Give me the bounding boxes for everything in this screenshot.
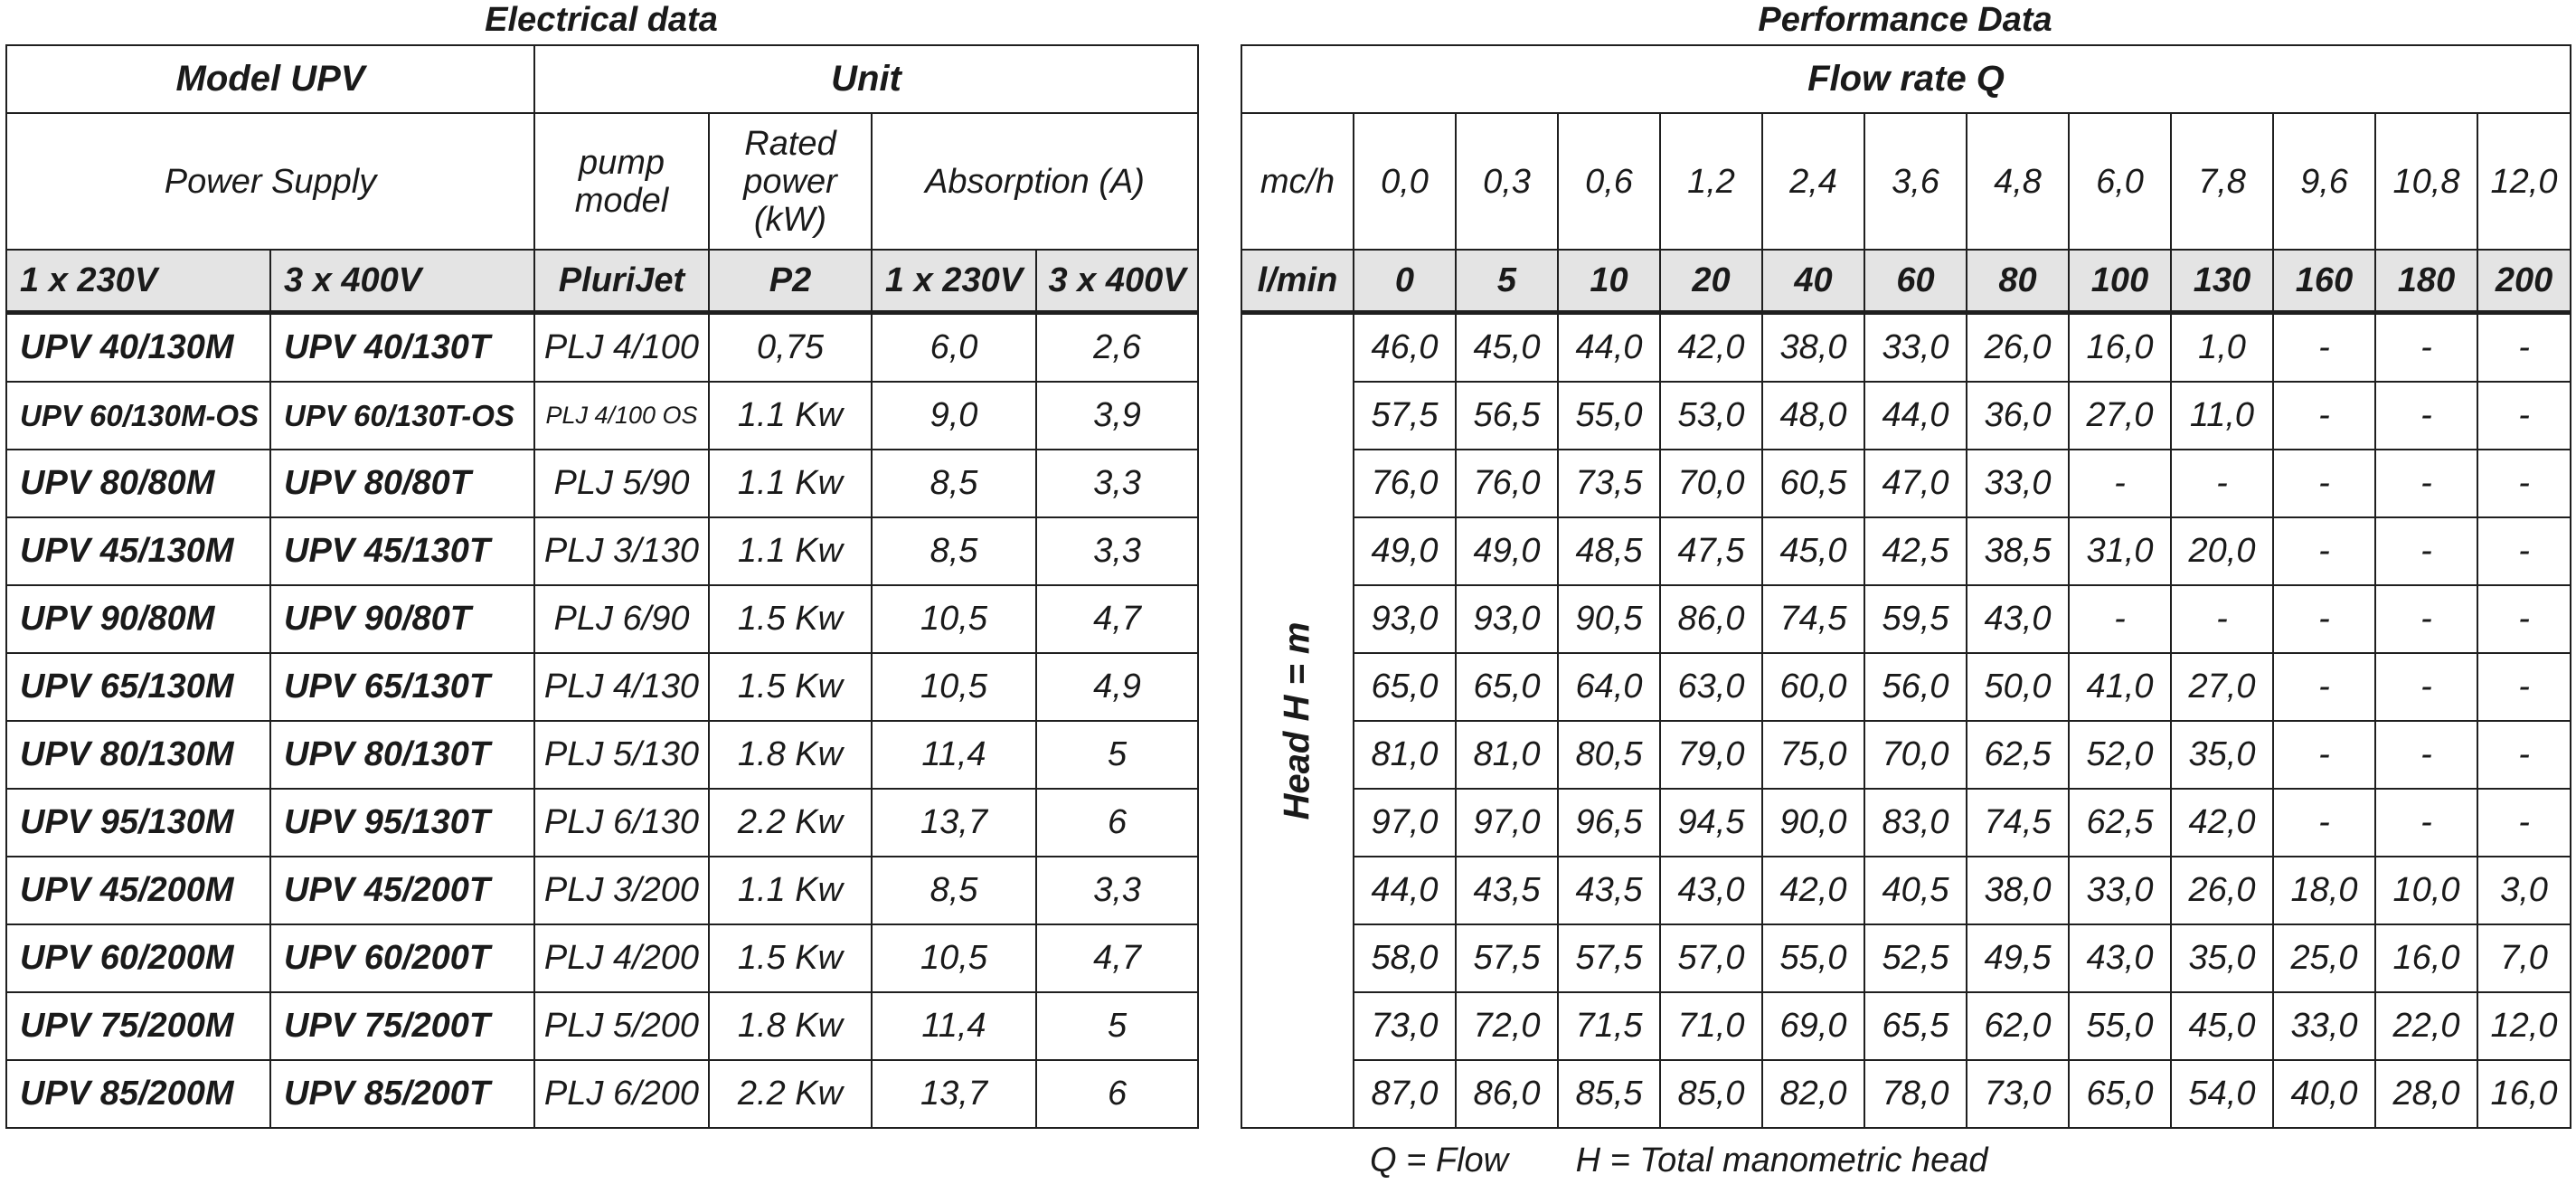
head-value: 69,0 bbox=[1762, 992, 1864, 1060]
head-value: 55,0 bbox=[1558, 382, 1660, 450]
table-row bbox=[6, 517, 1198, 585]
model-single-phase: UPV 45/130M bbox=[6, 517, 270, 585]
head-value: 93,0 bbox=[1456, 585, 1558, 653]
head-value: 53,0 bbox=[1660, 382, 1762, 450]
head-value: - bbox=[2477, 789, 2571, 857]
flow-mch-value: 3,6 bbox=[1864, 113, 1967, 250]
head-value: 55,0 bbox=[1762, 924, 1864, 992]
head-value: - bbox=[2375, 382, 2477, 450]
head-value: 16,0 bbox=[2477, 1060, 2571, 1128]
electrical-data-table bbox=[5, 44, 1199, 1129]
head-axis-label: Head H = m bbox=[1277, 621, 1317, 820]
head-value: - bbox=[2477, 313, 2571, 383]
head-value: 48,0 bbox=[1762, 382, 1864, 450]
model-single-phase: UPV 45/200M bbox=[6, 857, 270, 924]
head-value: 18,0 bbox=[2273, 857, 2375, 924]
head-value: 42,0 bbox=[1660, 313, 1762, 383]
absorption-3x400: 6 bbox=[1036, 789, 1198, 857]
head-value: - bbox=[2375, 789, 2477, 857]
head-value: 65,0 bbox=[1456, 653, 1558, 721]
table-row bbox=[6, 585, 1198, 653]
head-value: 48,5 bbox=[1558, 517, 1660, 585]
head-value: 35,0 bbox=[2171, 721, 2273, 789]
unit-header: Unit bbox=[534, 45, 1198, 113]
head-value: 76,0 bbox=[1456, 450, 1558, 517]
head-value: 42,0 bbox=[1762, 857, 1864, 924]
rated-power: 1.8 Kw bbox=[709, 721, 872, 789]
head-value: 73,0 bbox=[1967, 1060, 2069, 1128]
head-value: 16,0 bbox=[2069, 313, 2171, 383]
rated-power: 2.2 Kw bbox=[709, 789, 872, 857]
absorption-1x230: 8,5 bbox=[872, 517, 1036, 585]
head-value: 71,5 bbox=[1558, 992, 1660, 1060]
head-value: 11,0 bbox=[2171, 382, 2273, 450]
model-single-phase: UPV 80/130M bbox=[6, 721, 270, 789]
head-value: 41,0 bbox=[2069, 653, 2171, 721]
table-row bbox=[6, 924, 1198, 992]
head-value: - bbox=[2477, 585, 2571, 653]
head-value: 70,0 bbox=[1660, 450, 1762, 517]
model-three-phase: UPV 80/130T bbox=[270, 721, 534, 789]
pump-model: PLJ 5/200 bbox=[534, 992, 709, 1060]
head-value: 40,5 bbox=[1864, 857, 1967, 924]
head-value: 44,0 bbox=[1864, 382, 1967, 450]
flow-mch-value: 1,2 bbox=[1660, 113, 1762, 250]
head-value: 96,5 bbox=[1558, 789, 1660, 857]
head-value: 27,0 bbox=[2069, 382, 2171, 450]
head-value: - bbox=[2477, 517, 2571, 585]
absorption-1x230: 10,5 bbox=[872, 653, 1036, 721]
model-header: Model UPV bbox=[6, 45, 534, 113]
head-value: 63,0 bbox=[1660, 653, 1762, 721]
mch-unit-label: mc/h bbox=[1241, 113, 1354, 250]
table-row bbox=[6, 721, 1198, 789]
head-value: 94,5 bbox=[1660, 789, 1762, 857]
head-value: 90,0 bbox=[1762, 789, 1864, 857]
pump-model: PLJ 6/200 bbox=[534, 1060, 709, 1128]
absorption-1x230: 9,0 bbox=[872, 382, 1036, 450]
head-value: 85,0 bbox=[1660, 1060, 1762, 1128]
head-value: 93,0 bbox=[1354, 585, 1456, 653]
head-value: 49,5 bbox=[1967, 924, 2069, 992]
head-value: 38,5 bbox=[1967, 517, 2069, 585]
absorption-1x230: 8,5 bbox=[872, 450, 1036, 517]
head-value: 73,5 bbox=[1558, 450, 1660, 517]
head-value: 78,0 bbox=[1864, 1060, 1967, 1128]
power-supply-header: Power Supply bbox=[6, 113, 534, 250]
head-value: 45,0 bbox=[1456, 313, 1558, 383]
head-value: 49,0 bbox=[1456, 517, 1558, 585]
flow-lmin-row bbox=[1241, 250, 2571, 313]
head-value: 86,0 bbox=[1456, 1060, 1558, 1128]
head-value: 62,0 bbox=[1967, 992, 2069, 1060]
head-value: 3,0 bbox=[2477, 857, 2571, 924]
flow-lmin-value: 20 bbox=[1660, 250, 1762, 313]
flow-mch-row bbox=[1241, 113, 2571, 250]
table-row bbox=[1241, 313, 2571, 383]
head-value: 43,5 bbox=[1558, 857, 1660, 924]
head-value: 56,5 bbox=[1456, 382, 1558, 450]
model-single-phase: UPV 85/200M bbox=[6, 1060, 270, 1128]
head-value: 52,0 bbox=[2069, 721, 2171, 789]
table-row bbox=[1241, 585, 2571, 653]
model-single-phase: UPV 75/200M bbox=[6, 992, 270, 1060]
head-value: 43,0 bbox=[1967, 585, 2069, 653]
flow-lmin-value: 40 bbox=[1762, 250, 1864, 313]
model-single-phase: UPV 80/80M bbox=[6, 450, 270, 517]
head-value: 97,0 bbox=[1456, 789, 1558, 857]
head-value: - bbox=[2375, 313, 2477, 383]
flow-mch-value: 0,0 bbox=[1354, 113, 1456, 250]
head-value: 79,0 bbox=[1660, 721, 1762, 789]
table-row bbox=[6, 789, 1198, 857]
model-three-phase: UPV 45/200T bbox=[270, 857, 534, 924]
head-value: 71,0 bbox=[1660, 992, 1762, 1060]
rated-power: 2.2 Kw bbox=[709, 1060, 872, 1128]
absorption-3x400: 3,3 bbox=[1036, 857, 1198, 924]
model-three-phase: UPV 80/80T bbox=[270, 450, 534, 517]
head-value: 85,5 bbox=[1558, 1060, 1660, 1128]
absorption-3x400: 3,9 bbox=[1036, 382, 1198, 450]
head-value: 82,0 bbox=[1762, 1060, 1864, 1128]
pump-model: PLJ 5/130 bbox=[534, 721, 709, 789]
flow-lmin-value: 80 bbox=[1967, 250, 2069, 313]
table-row bbox=[1241, 789, 2571, 857]
head-value: 38,0 bbox=[1762, 313, 1864, 383]
head-value: 80,5 bbox=[1558, 721, 1660, 789]
head-value: 55,0 bbox=[2069, 992, 2171, 1060]
absorption-1x230: 13,7 bbox=[872, 789, 1036, 857]
flow-lmin-value: 10 bbox=[1558, 250, 1660, 313]
table-row bbox=[6, 653, 1198, 721]
head-value: - bbox=[2375, 585, 2477, 653]
model-three-phase: UPV 45/130T bbox=[270, 517, 534, 585]
absorption-3x400: 3,3 bbox=[1036, 450, 1198, 517]
head-value: 75,0 bbox=[1762, 721, 1864, 789]
absorption-3x400: 4,9 bbox=[1036, 653, 1198, 721]
absorption-1x230: 11,4 bbox=[872, 721, 1036, 789]
absorption-3x400-header: 3 x 400V bbox=[1036, 250, 1198, 313]
head-value: 47,5 bbox=[1660, 517, 1762, 585]
head-value: 60,0 bbox=[1762, 653, 1864, 721]
flow-lmin-value: 200 bbox=[2477, 250, 2571, 313]
performance-data-title: Performance Data bbox=[1758, 1, 2052, 39]
single-phase-header: 1 x 230V bbox=[6, 250, 270, 313]
head-value: 83,0 bbox=[1864, 789, 1967, 857]
pump-model-header: pump model bbox=[534, 113, 709, 250]
head-value: 26,0 bbox=[2171, 857, 2273, 924]
flow-mch-value: 9,6 bbox=[2273, 113, 2375, 250]
pump-model: PLJ 3/200 bbox=[534, 857, 709, 924]
head-value: 58,0 bbox=[1354, 924, 1456, 992]
head-value: 40,0 bbox=[2273, 1060, 2375, 1128]
absorption-1x230: 10,5 bbox=[872, 585, 1036, 653]
table-row bbox=[6, 857, 1198, 924]
absorption-1x230: 8,5 bbox=[872, 857, 1036, 924]
absorption-3x400: 5 bbox=[1036, 992, 1198, 1060]
flow-mch-value: 0,6 bbox=[1558, 113, 1660, 250]
table-row bbox=[6, 450, 1198, 517]
model-three-phase: UPV 60/200T bbox=[270, 924, 534, 992]
table-row bbox=[6, 313, 1198, 383]
flow-lmin-value: 5 bbox=[1456, 250, 1558, 313]
three-phase-header: 3 x 400V bbox=[270, 250, 534, 313]
head-value: 57,5 bbox=[1456, 924, 1558, 992]
head-value: 57,5 bbox=[1354, 382, 1456, 450]
head-legend: H = Total manometric head bbox=[1575, 1141, 1988, 1179]
table-row bbox=[6, 992, 1198, 1060]
head-value: 33,0 bbox=[2273, 992, 2375, 1060]
head-value: 65,0 bbox=[2069, 1060, 2171, 1128]
head-value: 10,0 bbox=[2375, 857, 2477, 924]
table-row bbox=[1241, 1060, 2571, 1128]
table-row bbox=[1241, 857, 2571, 924]
model-three-phase: UPV 90/80T bbox=[270, 585, 534, 653]
header-row-model bbox=[6, 45, 1198, 113]
rated-power: 1.1 Kw bbox=[709, 857, 872, 924]
flow-mch-value: 6,0 bbox=[2069, 113, 2171, 250]
head-value: - bbox=[2273, 585, 2375, 653]
model-single-phase: UPV 95/130M bbox=[6, 789, 270, 857]
rated-power: 1.5 Kw bbox=[709, 585, 872, 653]
head-value: 74,5 bbox=[1967, 789, 2069, 857]
head-value: - bbox=[2273, 721, 2375, 789]
absorption-3x400: 6 bbox=[1036, 1060, 1198, 1128]
model-single-phase: UPV 60/200M bbox=[6, 924, 270, 992]
head-value: 86,0 bbox=[1660, 585, 1762, 653]
head-value: 47,0 bbox=[1864, 450, 1967, 517]
flow-mch-value: 4,8 bbox=[1967, 113, 2069, 250]
head-value: - bbox=[2375, 721, 2477, 789]
head-axis-cell bbox=[1241, 313, 1354, 1129]
head-value: 97,0 bbox=[1354, 789, 1456, 857]
absorption-1x230: 10,5 bbox=[872, 924, 1036, 992]
head-value: 35,0 bbox=[2171, 924, 2273, 992]
head-value: 31,0 bbox=[2069, 517, 2171, 585]
head-value: 60,5 bbox=[1762, 450, 1864, 517]
head-value: - bbox=[2273, 450, 2375, 517]
flow-lmin-value: 60 bbox=[1864, 250, 1967, 313]
head-value: 64,0 bbox=[1558, 653, 1660, 721]
head-value: - bbox=[2477, 653, 2571, 721]
absorption-3x400: 2,6 bbox=[1036, 313, 1198, 383]
pump-model: PLJ 4/130 bbox=[534, 653, 709, 721]
table-row bbox=[1241, 450, 2571, 517]
head-value: - bbox=[2375, 517, 2477, 585]
absorption-header: Absorption (A) bbox=[872, 113, 1198, 250]
table-row bbox=[1241, 382, 2571, 450]
table-row bbox=[1241, 721, 2571, 789]
head-value: 43,0 bbox=[1660, 857, 1762, 924]
head-value: 56,0 bbox=[1864, 653, 1967, 721]
head-value: 42,5 bbox=[1864, 517, 1967, 585]
head-value: - bbox=[2273, 653, 2375, 721]
head-value: 57,0 bbox=[1660, 924, 1762, 992]
table-row bbox=[6, 382, 1198, 450]
head-value: 90,5 bbox=[1558, 585, 1660, 653]
rated-power: 1.1 Kw bbox=[709, 517, 872, 585]
absorption-1x230: 13,7 bbox=[872, 1060, 1036, 1128]
pump-model: PLJ 4/200 bbox=[534, 924, 709, 992]
pump-model: PLJ 6/90 bbox=[534, 585, 709, 653]
head-value: - bbox=[2273, 313, 2375, 383]
absorption-3x400: 4,7 bbox=[1036, 585, 1198, 653]
head-value: 62,5 bbox=[1967, 721, 2069, 789]
flow-lmin-value: 0 bbox=[1354, 250, 1456, 313]
head-value: 1,0 bbox=[2171, 313, 2273, 383]
absorption-3x400: 3,3 bbox=[1036, 517, 1198, 585]
head-value: 33,0 bbox=[1864, 313, 1967, 383]
model-single-phase: UPV 65/130M bbox=[6, 653, 270, 721]
head-value: 22,0 bbox=[2375, 992, 2477, 1060]
flow-lmin-value: 130 bbox=[2171, 250, 2273, 313]
head-value: 33,0 bbox=[1967, 450, 2069, 517]
model-three-phase: UPV 95/130T bbox=[270, 789, 534, 857]
model-single-phase: UPV 60/130M-OS bbox=[6, 382, 270, 450]
head-value: 26,0 bbox=[1967, 313, 2069, 383]
p2-header: P2 bbox=[709, 250, 872, 313]
head-value: 16,0 bbox=[2375, 924, 2477, 992]
head-value: 59,5 bbox=[1864, 585, 1967, 653]
head-value: 54,0 bbox=[2171, 1060, 2273, 1128]
head-value: 44,0 bbox=[1354, 857, 1456, 924]
head-value: - bbox=[2477, 450, 2571, 517]
flow-rate-header-row bbox=[1241, 45, 2571, 113]
head-value: 49,0 bbox=[1354, 517, 1456, 585]
model-single-phase: UPV 40/130M bbox=[6, 313, 270, 383]
head-value: 28,0 bbox=[2375, 1060, 2477, 1128]
head-value: - bbox=[2171, 585, 2273, 653]
head-value: 36,0 bbox=[1967, 382, 2069, 450]
flow-legend: Q = Flow bbox=[1370, 1141, 1509, 1179]
table-row bbox=[1241, 924, 2571, 992]
head-value: 20,0 bbox=[2171, 517, 2273, 585]
head-value: 46,0 bbox=[1354, 313, 1456, 383]
head-value: 81,0 bbox=[1354, 721, 1456, 789]
head-value: - bbox=[2273, 382, 2375, 450]
flow-rate-header: Flow rate Q bbox=[1241, 45, 2571, 113]
model-three-phase: UPV 65/130T bbox=[270, 653, 534, 721]
head-value: - bbox=[2069, 585, 2171, 653]
head-value: 65,0 bbox=[1354, 653, 1456, 721]
pump-model: PLJ 4/100 OS bbox=[534, 382, 709, 450]
model-three-phase: UPV 60/130T-OS bbox=[270, 382, 534, 450]
flow-lmin-value: 100 bbox=[2069, 250, 2171, 313]
plurijet-header: PluriJet bbox=[534, 250, 709, 313]
flow-mch-value: 12,0 bbox=[2477, 113, 2571, 250]
rated-power: 1.5 Kw bbox=[709, 924, 872, 992]
flow-lmin-value: 180 bbox=[2375, 250, 2477, 313]
model-three-phase: UPV 75/200T bbox=[270, 992, 534, 1060]
model-three-phase: UPV 40/130T bbox=[270, 313, 534, 383]
pump-model: PLJ 3/130 bbox=[534, 517, 709, 585]
model-single-phase: UPV 90/80M bbox=[6, 585, 270, 653]
pump-model: PLJ 4/100 bbox=[534, 313, 709, 383]
head-value: 81,0 bbox=[1456, 721, 1558, 789]
head-value: 12,0 bbox=[2477, 992, 2571, 1060]
head-value: - bbox=[2273, 789, 2375, 857]
pump-model: PLJ 5/90 bbox=[534, 450, 709, 517]
head-value: 25,0 bbox=[2273, 924, 2375, 992]
flow-mch-value: 10,8 bbox=[2375, 113, 2477, 250]
flow-mch-value: 7,8 bbox=[2171, 113, 2273, 250]
head-value: 73,0 bbox=[1354, 992, 1456, 1060]
table-row bbox=[1241, 653, 2571, 721]
rated-power: 1.1 Kw bbox=[709, 450, 872, 517]
flow-lmin-value: 160 bbox=[2273, 250, 2375, 313]
legend-footnote bbox=[1370, 1141, 2046, 1179]
head-value: 65,5 bbox=[1864, 992, 1967, 1060]
head-value: - bbox=[2375, 653, 2477, 721]
head-value: 87,0 bbox=[1354, 1060, 1456, 1128]
table-row bbox=[1241, 517, 2571, 585]
rated-power: 1.8 Kw bbox=[709, 992, 872, 1060]
head-value: 74,5 bbox=[1762, 585, 1864, 653]
head-value: 52,5 bbox=[1864, 924, 1967, 992]
flow-mch-value: 0,3 bbox=[1456, 113, 1558, 250]
head-value: - bbox=[2273, 517, 2375, 585]
head-value: 38,0 bbox=[1967, 857, 2069, 924]
head-value: - bbox=[2069, 450, 2171, 517]
table-row bbox=[1241, 992, 2571, 1060]
head-value: 33,0 bbox=[2069, 857, 2171, 924]
head-value: - bbox=[2477, 721, 2571, 789]
lmin-unit-label: l/min bbox=[1241, 250, 1354, 313]
electrical-data-title: Electrical data bbox=[485, 1, 718, 39]
header-row-units bbox=[6, 250, 1198, 313]
head-value: - bbox=[2171, 450, 2273, 517]
head-value: 70,0 bbox=[1864, 721, 1967, 789]
absorption-3x400: 4,7 bbox=[1036, 924, 1198, 992]
head-value: 7,0 bbox=[2477, 924, 2571, 992]
head-value: 50,0 bbox=[1967, 653, 2069, 721]
head-value: 45,0 bbox=[2171, 992, 2273, 1060]
table-row bbox=[6, 1060, 1198, 1128]
absorption-1x230: 11,4 bbox=[872, 992, 1036, 1060]
model-three-phase: UPV 85/200T bbox=[270, 1060, 534, 1128]
head-value: 42,0 bbox=[2171, 789, 2273, 857]
head-value: 76,0 bbox=[1354, 450, 1456, 517]
performance-data-table bbox=[1241, 44, 2571, 1129]
rated-power: 0,75 bbox=[709, 313, 872, 383]
flow-mch-value: 2,4 bbox=[1762, 113, 1864, 250]
absorption-1x230: 6,0 bbox=[872, 313, 1036, 383]
head-value: 27,0 bbox=[2171, 653, 2273, 721]
rated-power-header: Rated power (kW) bbox=[709, 113, 872, 250]
head-value: - bbox=[2375, 450, 2477, 517]
head-value: - bbox=[2477, 382, 2571, 450]
head-value: 72,0 bbox=[1456, 992, 1558, 1060]
rated-power: 1.5 Kw bbox=[709, 653, 872, 721]
absorption-3x400: 5 bbox=[1036, 721, 1198, 789]
rated-power: 1.1 Kw bbox=[709, 382, 872, 450]
pump-model: PLJ 6/130 bbox=[534, 789, 709, 857]
head-value: 43,5 bbox=[1456, 857, 1558, 924]
head-value: 62,5 bbox=[2069, 789, 2171, 857]
head-value: 44,0 bbox=[1558, 313, 1660, 383]
head-value: 43,0 bbox=[2069, 924, 2171, 992]
head-value: 57,5 bbox=[1558, 924, 1660, 992]
absorption-1x230-header: 1 x 230V bbox=[872, 250, 1036, 313]
head-value: 45,0 bbox=[1762, 517, 1864, 585]
header-row-descriptions bbox=[6, 113, 1198, 250]
